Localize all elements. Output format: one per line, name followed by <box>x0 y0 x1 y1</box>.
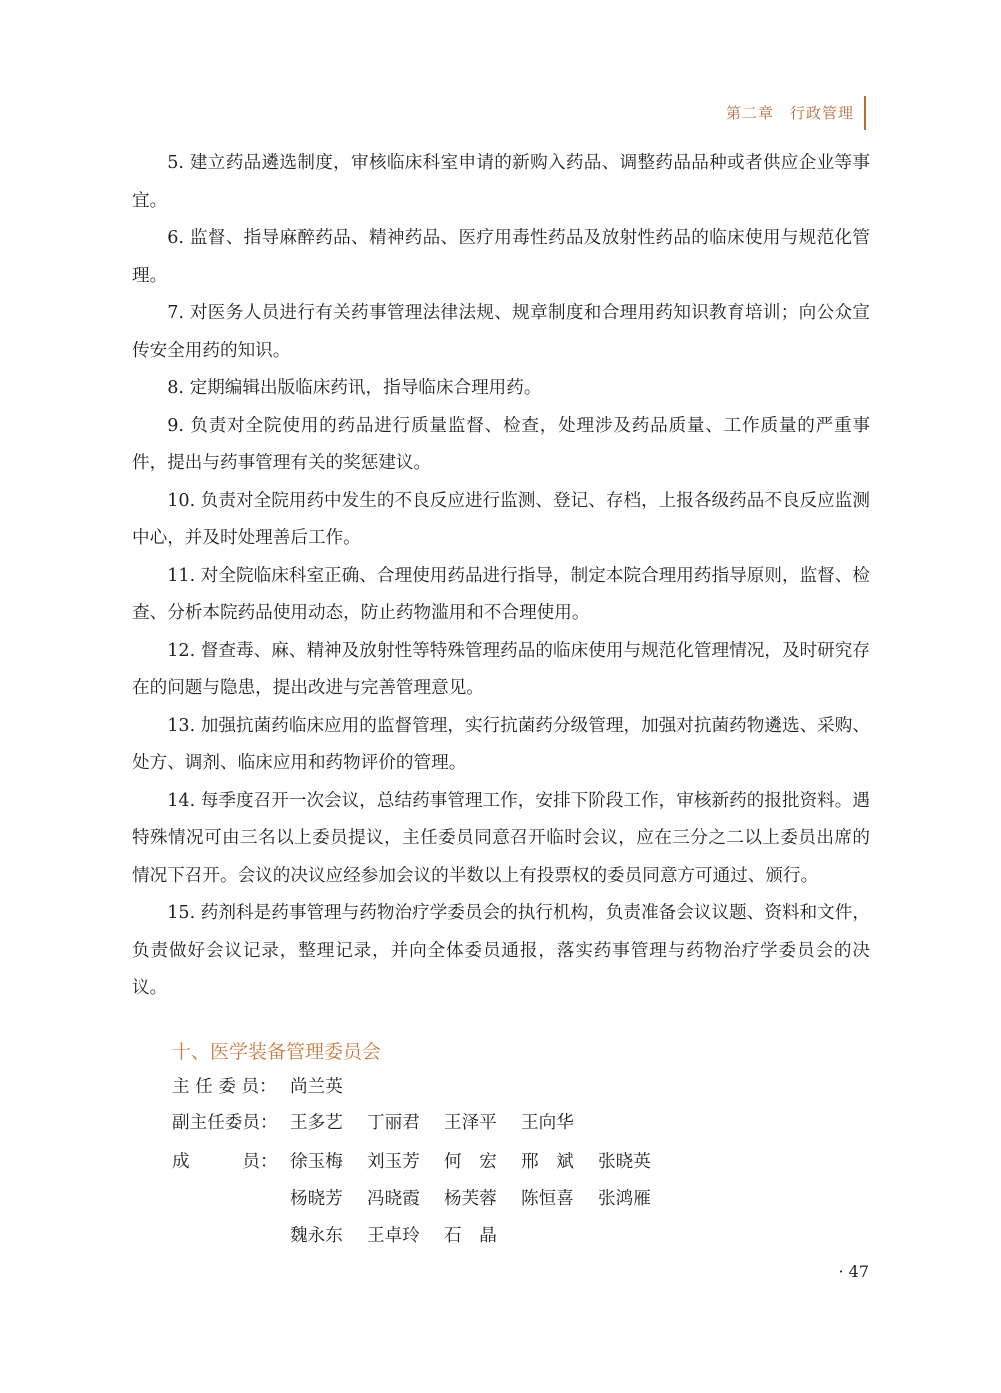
paragraph-13: 13. 加强抗菌药临床应用的监督管理，实行抗菌药分级管理，加强对抗菌药物遴选、采购、处方、调剂、临床应用和药物评价的管理。 <box>132 715 870 773</box>
director-name: 尚兰英 <box>290 1077 343 1097</box>
member-name: 刘玉芳 <box>367 1152 420 1172</box>
vice-name: 王多艺 <box>290 1113 343 1133</box>
member-name: 冯晓霞 <box>367 1189 420 1209</box>
paragraph-10: 10. 负责对全院用药中发生的不良反应进行监测、登记、存档，上报各级药品不良反应监测中心，并及时处理善后工作。 <box>132 490 870 548</box>
vice-name: 王向华 <box>521 1113 574 1133</box>
member-name: 邢 斌 <box>521 1152 574 1172</box>
paragraph-6: 6. 监督、指导麻醉药品、精神药品、医疗用毒性药品及放射性药品的临床使用与规范化管理。 <box>132 228 870 286</box>
vice-label: 副主任委员： <box>172 1113 278 1133</box>
member-name: 石 晶 <box>444 1226 497 1246</box>
member-name: 王卓玲 <box>367 1226 420 1246</box>
paragraph-15: 15. 药剂科是药事管理与药物治疗学委员会的执行机构，负责准备会议议题、资料和文件，负责做好会议记录，整理记录，并向全体委员通报，落实药事管理与药物治疗学委员会的决议。 <box>132 903 870 998</box>
member-name: 张晓英 <box>598 1152 651 1172</box>
chapter-title: 第二章 行政管理 <box>725 104 854 122</box>
members-label: 成 员： <box>172 1152 278 1172</box>
paragraph-7: 7. 对医务人员进行有关药事管理法律法规、规章制度和合理用药知识教育培训；向公众宣传安全用药的知识。 <box>132 303 870 361</box>
body-text <box>132 145 870 1008</box>
header-rule <box>864 96 866 130</box>
paragraph-9: 9. 负责对全院使用的药品进行质量监督、检查，处理涉及药品质量、工作质量的严重事件，提出与药事管理有关的奖惩建议。 <box>132 415 870 473</box>
section-heading: 十、医学装备管理委员会 <box>172 1041 382 1063</box>
member-name: 何 宏 <box>444 1152 497 1172</box>
director-label: 主 任 委 员： <box>172 1077 277 1097</box>
member-name: 陈恒喜 <box>521 1189 574 1209</box>
paragraph-12: 12. 督查毒、麻、精神及放射性等特殊管理药品的临床使用与规范化管理情况，及时研究存在的问题与隐患，提出改进与完善管理意见。 <box>132 640 870 698</box>
paragraph-8: 8. 定期编辑出版临床药讯，指导临床合理用药。 <box>167 378 542 398</box>
paragraph-14: 14. 每季度召开一次会议，总结药事管理工作，安排下阶段工作，审核新药的报批资料。遇特殊情况可由三名以上委员提议，主任委员同意召开临时会议，应在三分之二以上委员出席的情况下召开。会议的决议应经参加会议的半数以上有投票权的委员同意方可通过、颁行。 <box>132 790 870 886</box>
paragraph-11: 11. 对全院临床科室正确、合理使用药品进行指导，制定本院合理用药指导原则，监督、检查、分析本院药品使用动态，防止药物滥用和不合理使用。 <box>132 565 870 623</box>
member-name: 张鸿雁 <box>598 1189 651 1209</box>
member-name: 杨晓芳 <box>290 1189 343 1209</box>
paragraph-5: 5. 建立药品遴选制度，审核临床科室申请的新购入药品、调整药品品种或者供应企业等事宜。 <box>132 153 870 211</box>
running-header <box>600 96 866 130</box>
member-name: 魏永东 <box>290 1226 343 1246</box>
member-name: 徐玉梅 <box>290 1152 343 1172</box>
vice-name: 王泽平 <box>444 1113 497 1133</box>
vice-name: 丁丽君 <box>367 1113 420 1133</box>
page-number: · 47 <box>838 1262 869 1281</box>
member-name: 杨芙蓉 <box>444 1189 497 1209</box>
